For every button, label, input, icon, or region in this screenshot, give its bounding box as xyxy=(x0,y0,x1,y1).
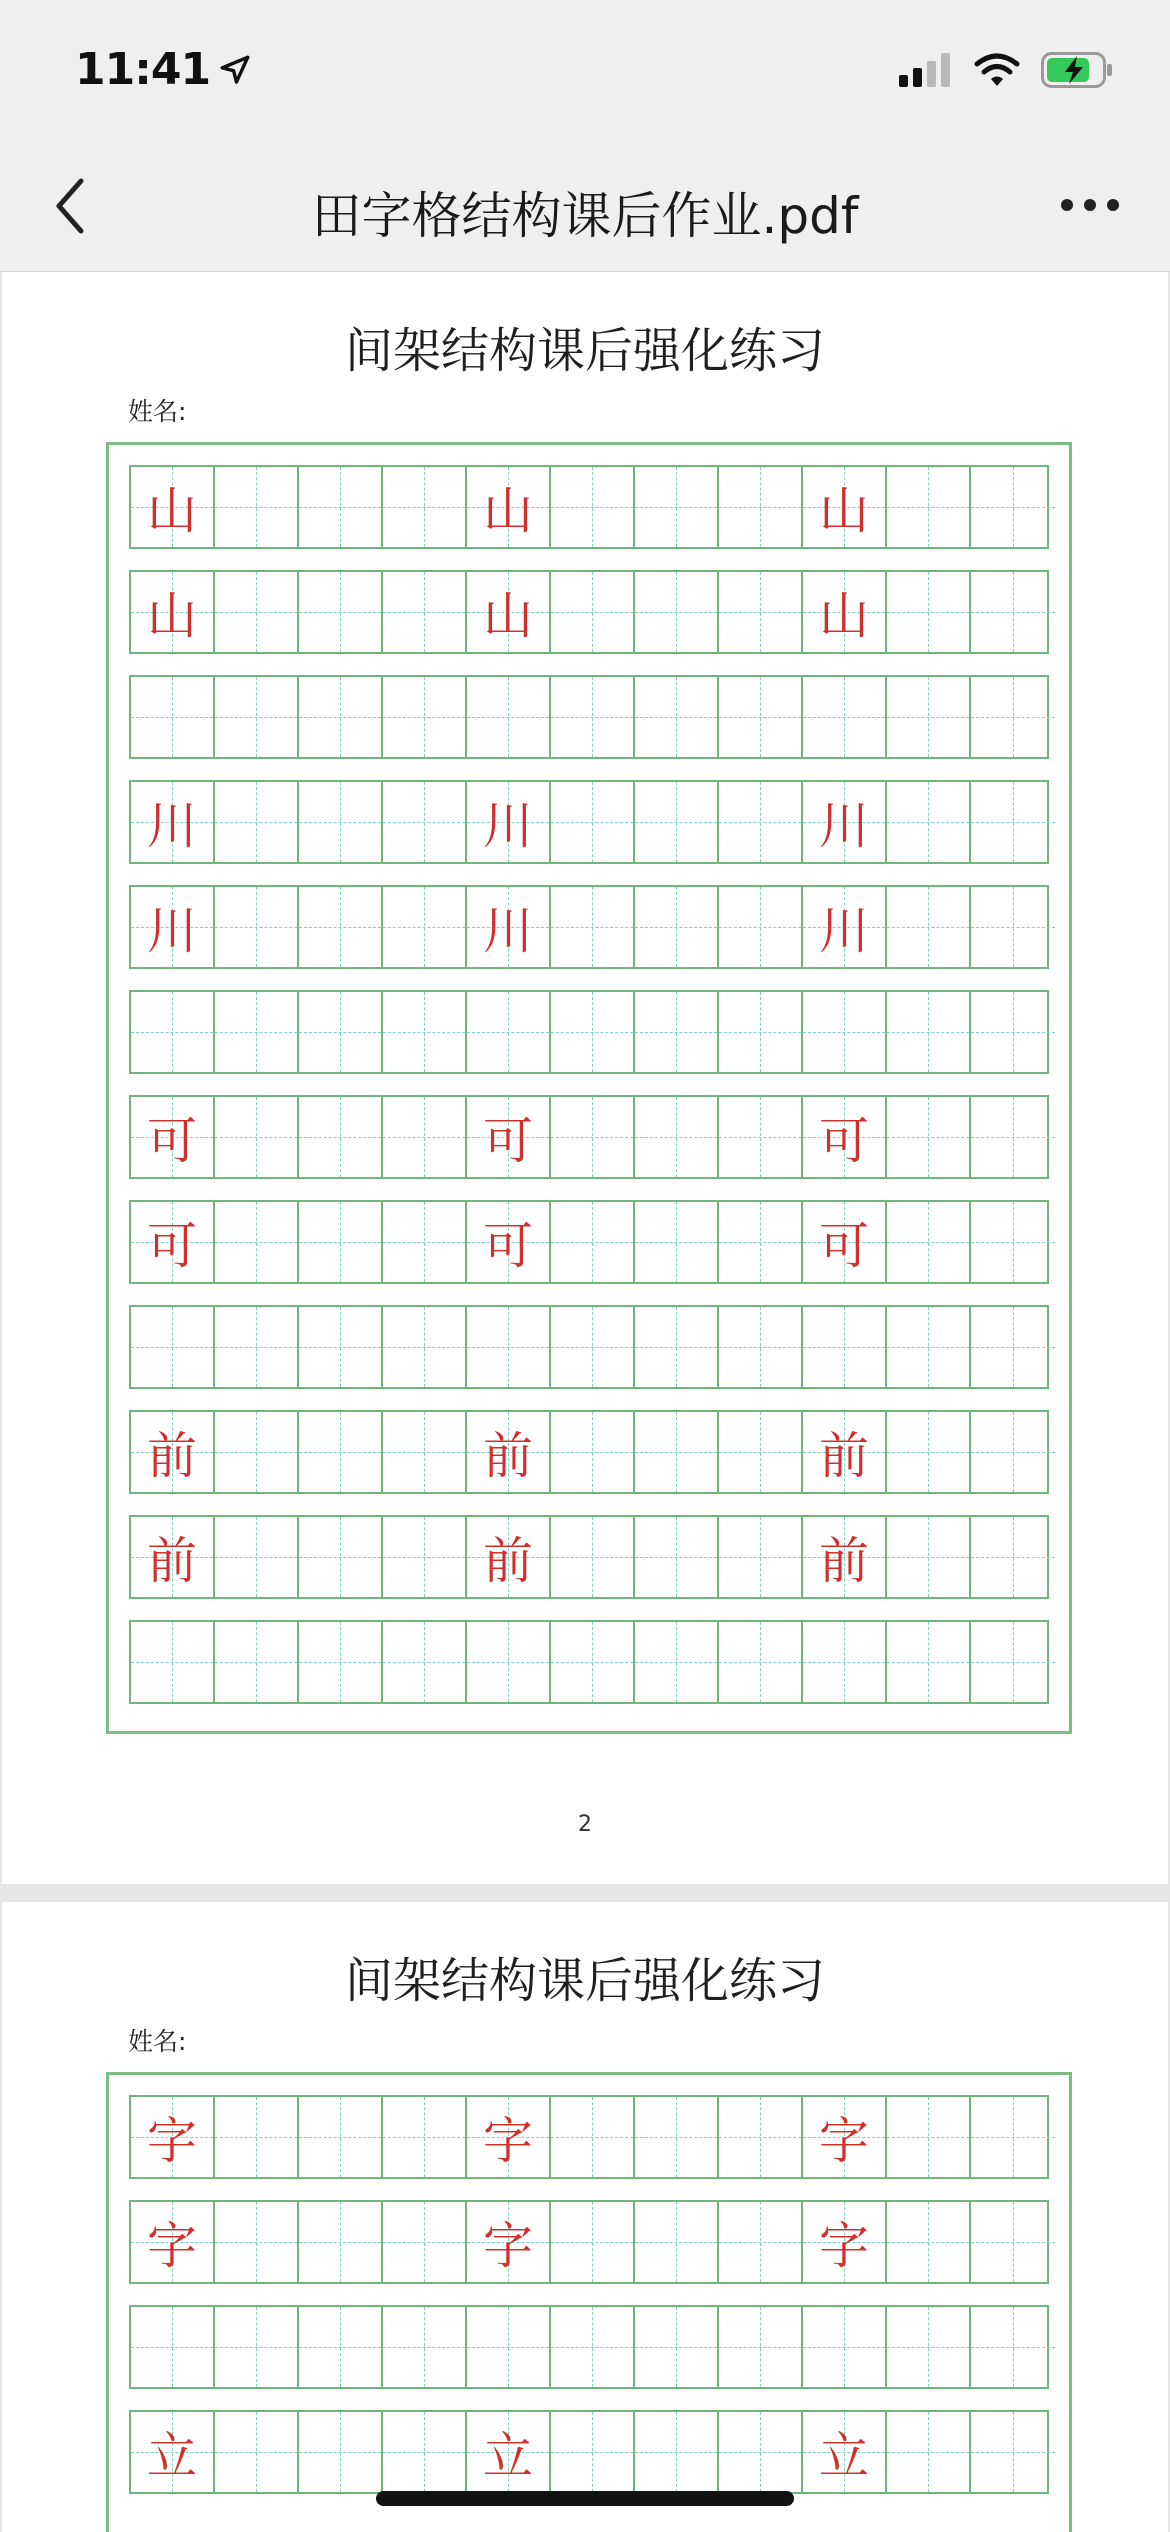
tianzige-cell xyxy=(803,2412,887,2492)
tianzige-cell xyxy=(887,992,971,1072)
tianzige-cell xyxy=(383,677,467,757)
model-character: 字 xyxy=(819,2217,869,2275)
practice-row xyxy=(129,465,1049,549)
tianzige-cell xyxy=(131,677,215,757)
tianzige-cell xyxy=(215,677,299,757)
practice-grid-frame xyxy=(106,2072,1072,2532)
model-character: 前 xyxy=(483,1532,533,1590)
status-bar xyxy=(0,0,1170,140)
tianzige-cell xyxy=(551,677,635,757)
tianzige-cell xyxy=(719,1622,803,1702)
tianzige-cell xyxy=(131,1202,215,1282)
tianzige-cell xyxy=(635,1307,719,1387)
model-character: 川 xyxy=(147,902,197,960)
practice-row xyxy=(129,1305,1049,1389)
tianzige-cell xyxy=(719,2097,803,2177)
model-character: 立 xyxy=(819,2427,869,2485)
tianzige-cell xyxy=(383,1517,467,1597)
tianzige-cell xyxy=(887,1412,971,1492)
model-character: 可 xyxy=(483,1112,533,1170)
tianzige-cell xyxy=(467,2307,551,2387)
model-character: 山 xyxy=(147,482,197,540)
tianzige-cell xyxy=(467,1307,551,1387)
tianzige-cell xyxy=(467,887,551,967)
tianzige-cell xyxy=(887,677,971,757)
practice-row xyxy=(129,1410,1049,1494)
model-character: 川 xyxy=(483,902,533,960)
tianzige-cell xyxy=(215,782,299,862)
tianzige-cell xyxy=(131,1412,215,1492)
tianzige-cell xyxy=(887,467,971,547)
tianzige-cell xyxy=(719,572,803,652)
tianzige-cell xyxy=(803,1517,887,1597)
tianzige-cell xyxy=(551,1307,635,1387)
tianzige-cell xyxy=(383,2307,467,2387)
tianzige-cell xyxy=(887,1307,971,1387)
tianzige-cell xyxy=(719,1202,803,1282)
model-character: 可 xyxy=(147,1112,197,1170)
tianzige-cell xyxy=(215,2097,299,2177)
tianzige-cell xyxy=(719,677,803,757)
tianzige-cell xyxy=(299,2307,383,2387)
model-character: 前 xyxy=(147,1532,197,1590)
tianzige-cell xyxy=(383,2412,467,2492)
tianzige-cell xyxy=(383,467,467,547)
practice-row xyxy=(129,885,1049,969)
tianzige-cell xyxy=(215,1202,299,1282)
tianzige-cell xyxy=(551,2097,635,2177)
model-character: 字 xyxy=(819,2112,869,2170)
tianzige-cell xyxy=(971,887,1055,967)
practice-row xyxy=(129,1515,1049,1599)
tianzige-cell xyxy=(635,467,719,547)
location-arrow-icon xyxy=(218,53,252,87)
tianzige-cell xyxy=(635,992,719,1072)
tianzige-cell xyxy=(803,2202,887,2282)
tianzige-cell xyxy=(635,2412,719,2492)
home-indicator xyxy=(376,2491,794,2506)
tianzige-cell xyxy=(467,1622,551,1702)
tianzige-cell xyxy=(971,1622,1055,1702)
tianzige-cell xyxy=(635,1412,719,1492)
tianzige-cell xyxy=(635,1517,719,1597)
practice-row xyxy=(129,570,1049,654)
practice-row xyxy=(129,675,1049,759)
tianzige-cell xyxy=(803,467,887,547)
tianzige-cell xyxy=(131,2307,215,2387)
tianzige-cell xyxy=(887,1622,971,1702)
tianzige-cell xyxy=(383,2202,467,2282)
page-number: 2 xyxy=(578,1812,592,1837)
tianzige-cell xyxy=(719,782,803,862)
tianzige-cell xyxy=(551,572,635,652)
practice-row xyxy=(129,1620,1049,1704)
tianzige-cell xyxy=(719,2202,803,2282)
tianzige-cell xyxy=(383,887,467,967)
tianzige-cell xyxy=(971,1412,1055,1492)
tianzige-cell xyxy=(803,677,887,757)
tianzige-cell xyxy=(299,467,383,547)
tianzige-cell xyxy=(467,1412,551,1492)
tianzige-cell xyxy=(215,992,299,1072)
pdf-page xyxy=(2,1902,1168,2532)
tianzige-cell xyxy=(551,1622,635,1702)
tianzige-cell xyxy=(803,1202,887,1282)
tianzige-cell xyxy=(971,467,1055,547)
tianzige-cell xyxy=(803,1622,887,1702)
model-character: 可 xyxy=(147,1217,197,1275)
tianzige-cell xyxy=(467,1517,551,1597)
tianzige-cell xyxy=(635,1202,719,1282)
tianzige-cell xyxy=(215,1307,299,1387)
practice-row xyxy=(129,780,1049,864)
tianzige-cell xyxy=(971,1202,1055,1282)
tianzige-cell xyxy=(635,1097,719,1177)
tianzige-cell xyxy=(887,887,971,967)
tianzige-cell xyxy=(467,2412,551,2492)
model-character: 川 xyxy=(147,797,197,855)
nav-bar xyxy=(0,140,1170,272)
tianzige-cell xyxy=(971,1307,1055,1387)
tianzige-cell xyxy=(131,2202,215,2282)
tianzige-cell xyxy=(131,887,215,967)
model-character: 字 xyxy=(483,2217,533,2275)
tianzige-cell xyxy=(635,887,719,967)
name-label: 姓名: xyxy=(128,397,187,426)
tianzige-cell xyxy=(551,782,635,862)
tianzige-cell xyxy=(383,1097,467,1177)
model-character: 川 xyxy=(819,797,869,855)
tianzige-cell xyxy=(383,572,467,652)
tianzige-cell xyxy=(383,992,467,1072)
tianzige-cell xyxy=(635,2097,719,2177)
model-character: 前 xyxy=(819,1532,869,1590)
model-character: 可 xyxy=(819,1217,869,1275)
tianzige-cell xyxy=(803,2097,887,2177)
tianzige-cell xyxy=(215,467,299,547)
tianzige-cell xyxy=(467,1202,551,1282)
practice-row xyxy=(129,2200,1049,2284)
tianzige-cell xyxy=(215,1517,299,1597)
tianzige-cell xyxy=(887,2202,971,2282)
practice-row xyxy=(129,2410,1049,2494)
wifi-icon xyxy=(973,52,1021,88)
tianzige-cell xyxy=(299,2097,383,2177)
model-character: 字 xyxy=(147,2217,197,2275)
tianzige-cell xyxy=(971,1517,1055,1597)
ellipsis-icon xyxy=(1060,198,1120,212)
tianzige-cell xyxy=(971,677,1055,757)
model-character: 山 xyxy=(819,482,869,540)
worksheet-title: 间架结构课后强化练习 xyxy=(344,1953,825,2009)
tianzige-cell xyxy=(299,1412,383,1492)
model-character: 山 xyxy=(483,482,533,540)
worksheet-title: 间架结构课后强化练习 xyxy=(344,323,825,379)
tianzige-cell xyxy=(719,2307,803,2387)
tianzige-cell xyxy=(383,782,467,862)
tianzige-cell xyxy=(803,1307,887,1387)
tianzige-cell xyxy=(971,572,1055,652)
tianzige-cell xyxy=(971,2307,1055,2387)
tianzige-cell xyxy=(131,1307,215,1387)
tianzige-cell xyxy=(887,572,971,652)
tianzige-cell xyxy=(887,2097,971,2177)
tianzige-cell xyxy=(635,782,719,862)
model-character: 字 xyxy=(483,2112,533,2170)
time-text: 11:41 xyxy=(75,44,211,95)
name-label: 姓名: xyxy=(128,2027,187,2056)
tianzige-cell xyxy=(803,1412,887,1492)
tianzige-cell xyxy=(551,1517,635,1597)
tianzige-cell xyxy=(887,1517,971,1597)
tianzige-cell xyxy=(635,1622,719,1702)
tianzige-cell xyxy=(971,2412,1055,2492)
tianzige-cell xyxy=(803,572,887,652)
tianzige-cell xyxy=(383,1202,467,1282)
tianzige-cell xyxy=(971,1097,1055,1177)
tianzige-cell xyxy=(131,992,215,1072)
tianzige-cell xyxy=(971,2097,1055,2177)
tianzige-cell xyxy=(551,887,635,967)
tianzige-cell xyxy=(551,992,635,1072)
tianzige-cell xyxy=(131,1517,215,1597)
model-character: 山 xyxy=(483,587,533,645)
tianzige-cell xyxy=(131,1097,215,1177)
tianzige-cell xyxy=(131,2412,215,2492)
tianzige-cell xyxy=(719,467,803,547)
tianzige-cell xyxy=(887,2412,971,2492)
tianzige-cell xyxy=(467,677,551,757)
tianzige-cell xyxy=(635,572,719,652)
tianzige-cell xyxy=(383,2097,467,2177)
tianzige-cell xyxy=(215,887,299,967)
tianzige-cell xyxy=(299,572,383,652)
tianzige-cell xyxy=(551,2307,635,2387)
tianzige-cell xyxy=(299,1517,383,1597)
tianzige-cell xyxy=(215,2307,299,2387)
tianzige-cell xyxy=(551,1412,635,1492)
tianzige-cell xyxy=(971,782,1055,862)
tianzige-cell xyxy=(383,1622,467,1702)
tianzige-cell xyxy=(467,2202,551,2282)
model-character: 可 xyxy=(483,1217,533,1275)
pdf-viewer[interactable] xyxy=(0,272,1170,2532)
chevron-left-icon xyxy=(53,177,87,235)
status-time xyxy=(75,44,252,95)
practice-row xyxy=(129,2095,1049,2179)
tianzige-cell xyxy=(467,992,551,1072)
practice-row xyxy=(129,990,1049,1074)
battery-charging-icon xyxy=(1041,52,1115,88)
tianzige-cell xyxy=(887,1202,971,1282)
tianzige-cell xyxy=(719,1097,803,1177)
tianzige-cell xyxy=(803,782,887,862)
tianzige-cell xyxy=(467,2097,551,2177)
model-character: 山 xyxy=(819,587,869,645)
tianzige-cell xyxy=(131,467,215,547)
practice-grid-frame xyxy=(106,442,1072,1734)
more-button[interactable] xyxy=(1050,180,1130,230)
tianzige-cell xyxy=(803,1097,887,1177)
practice-row xyxy=(129,2305,1049,2389)
tianzige-cell xyxy=(467,1097,551,1177)
tianzige-cell xyxy=(299,2412,383,2492)
pdf-page xyxy=(2,272,1168,1884)
tianzige-cell xyxy=(551,2412,635,2492)
tianzige-cell xyxy=(887,782,971,862)
tianzige-cell xyxy=(299,1622,383,1702)
practice-row xyxy=(129,1095,1049,1179)
tianzige-cell xyxy=(131,2097,215,2177)
back-button[interactable] xyxy=(40,174,100,238)
tianzige-cell xyxy=(215,1622,299,1702)
tianzige-cell xyxy=(719,1517,803,1597)
tianzige-cell xyxy=(299,782,383,862)
model-character: 前 xyxy=(483,1427,533,1485)
tianzige-cell xyxy=(215,1097,299,1177)
tianzige-cell xyxy=(803,2307,887,2387)
tianzige-cell xyxy=(551,2202,635,2282)
tianzige-cell xyxy=(971,2202,1055,2282)
model-character: 川 xyxy=(819,902,869,960)
tianzige-cell xyxy=(887,1097,971,1177)
tianzige-cell xyxy=(299,992,383,1072)
tianzige-cell xyxy=(299,677,383,757)
tianzige-cell xyxy=(551,1097,635,1177)
tianzige-cell xyxy=(131,572,215,652)
model-character: 立 xyxy=(147,2427,197,2485)
tianzige-cell xyxy=(215,2412,299,2492)
model-character: 山 xyxy=(147,587,197,645)
tianzige-cell xyxy=(719,887,803,967)
tianzige-cell xyxy=(215,2202,299,2282)
model-character: 字 xyxy=(147,2112,197,2170)
tianzige-cell xyxy=(383,1307,467,1387)
tianzige-cell xyxy=(887,2307,971,2387)
tianzige-cell xyxy=(467,782,551,862)
tianzige-cell xyxy=(299,1202,383,1282)
tianzige-cell xyxy=(299,1097,383,1177)
tianzige-cell xyxy=(467,572,551,652)
tianzige-cell xyxy=(719,992,803,1072)
tianzige-cell xyxy=(719,2412,803,2492)
tianzige-cell xyxy=(299,2202,383,2282)
tianzige-cell xyxy=(719,1412,803,1492)
tianzige-cell xyxy=(635,677,719,757)
tianzige-cell xyxy=(551,467,635,547)
model-character: 川 xyxy=(483,797,533,855)
practice-row xyxy=(129,1200,1049,1284)
tianzige-cell xyxy=(131,782,215,862)
tianzige-cell xyxy=(215,572,299,652)
model-character: 前 xyxy=(147,1427,197,1485)
tianzige-cell xyxy=(299,887,383,967)
document-title: 田字格结构课后作业.pdf xyxy=(311,187,859,245)
tianzige-cell xyxy=(635,2307,719,2387)
model-character: 前 xyxy=(819,1427,869,1485)
tianzige-cell xyxy=(635,2202,719,2282)
cellular-signal-icon xyxy=(899,53,953,87)
model-character: 可 xyxy=(819,1112,869,1170)
tianzige-cell xyxy=(971,992,1055,1072)
tianzige-cell xyxy=(719,1307,803,1387)
tianzige-cell xyxy=(803,992,887,1072)
tianzige-cell xyxy=(551,1202,635,1282)
tianzige-cell xyxy=(467,467,551,547)
model-character: 立 xyxy=(483,2427,533,2485)
tianzige-cell xyxy=(383,1412,467,1492)
tianzige-cell xyxy=(803,887,887,967)
tianzige-cell xyxy=(215,1412,299,1492)
status-icons xyxy=(899,52,1115,88)
tianzige-cell xyxy=(299,1307,383,1387)
tianzige-cell xyxy=(131,1622,215,1702)
